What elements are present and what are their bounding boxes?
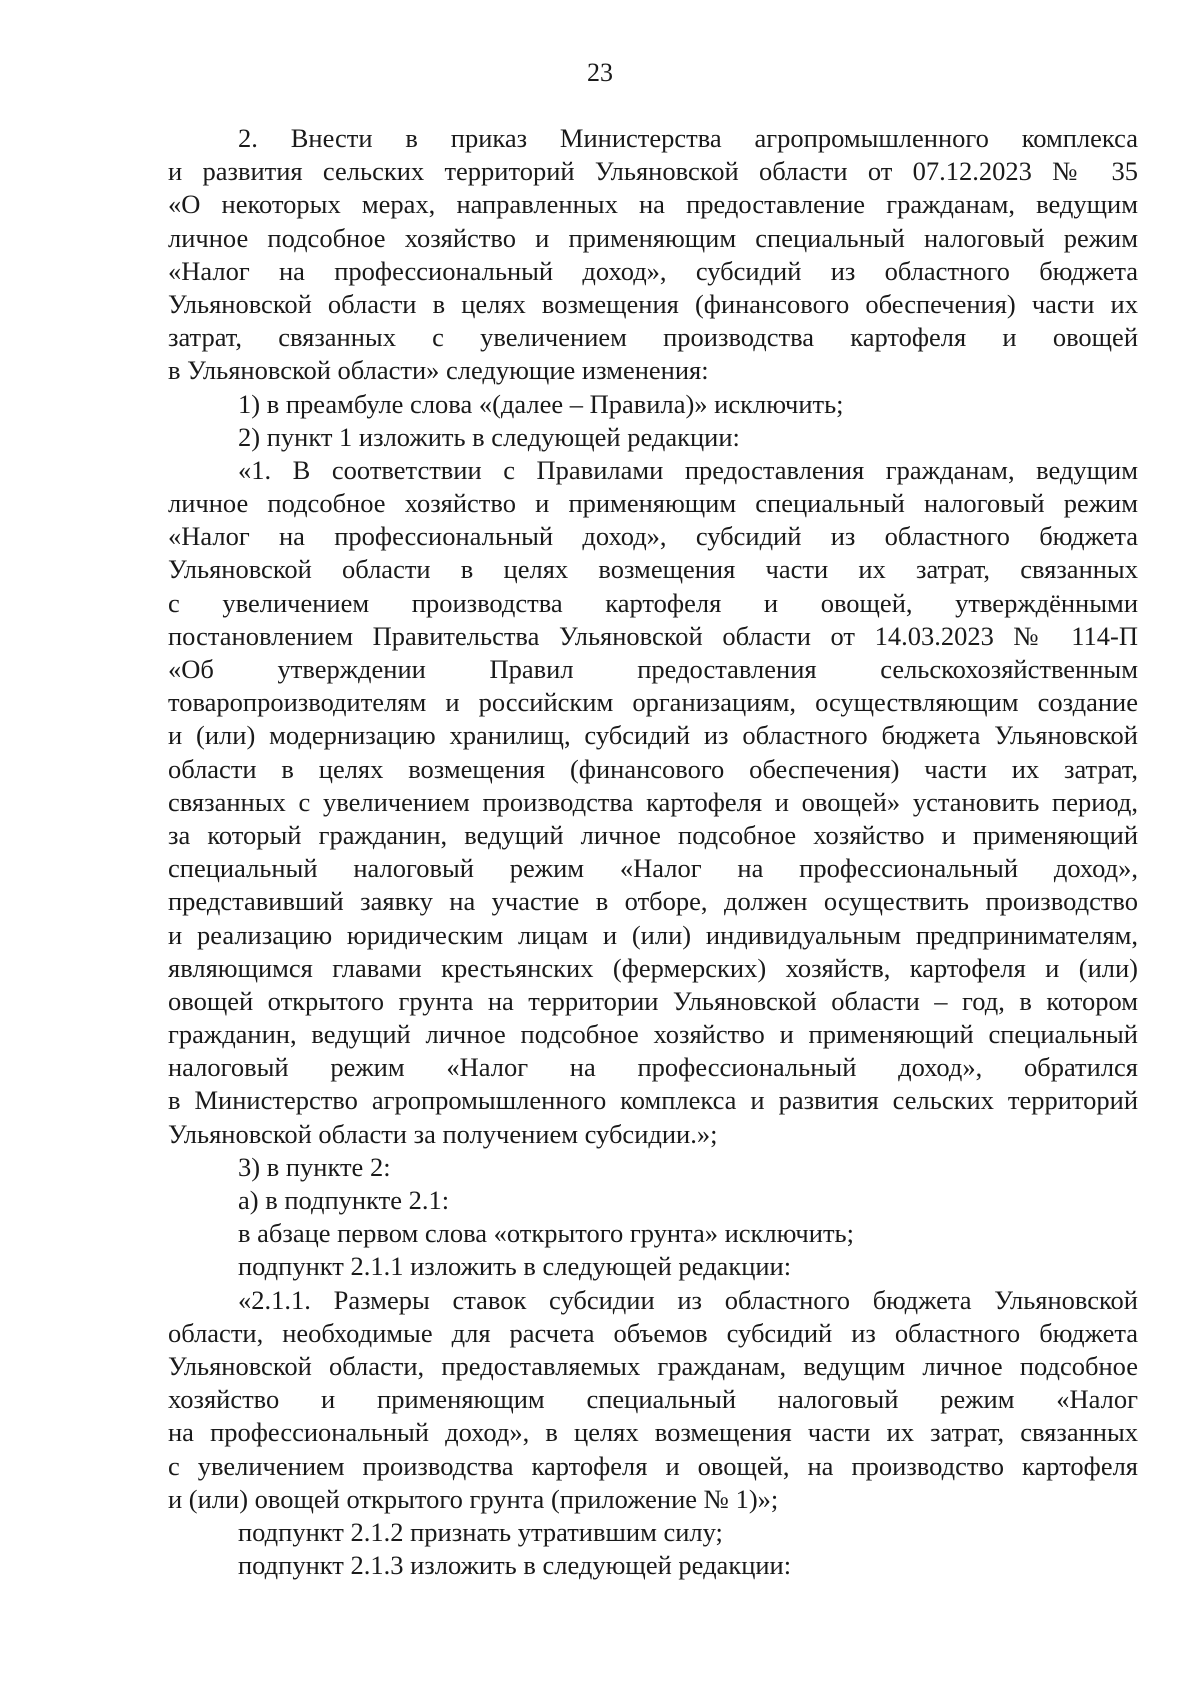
text-line: «Налог на профессиональный доход», субсидий из областного бюджета xyxy=(168,521,1138,552)
text-line: «Налог на профессиональный доход», субсидий из областного бюджета xyxy=(168,255,1138,286)
text-line: и (или) модернизацию хранилищ, субсидий из областного бюджета Ульяновской xyxy=(168,720,1138,751)
text-line: являющимся главами крестьянских (фермерских) хозяйств, картофеля и (или) xyxy=(168,952,1138,983)
text-line: Ульяновской области в целях возмещения (финансового обеспечения) части их xyxy=(168,288,1138,319)
text-line: области в целях возмещения (финансового обеспечения) части их затрат, xyxy=(168,753,1138,784)
text-line: за который гражданин, ведущий личное подсобное хозяйство и применяющий xyxy=(168,819,1138,850)
text-line: налоговый режим «Налог на профессиональный доход», обратился xyxy=(168,1052,1138,1083)
text-line: и развития сельских территорий Ульяновской области от 07.12.2023 № 35 xyxy=(168,156,1138,187)
text-line: связанных с увеличением производства картофеля и овощей» установить период, xyxy=(168,786,1138,817)
text-line: 1) в преамбуле слова «(далее – Правила)» исключить; xyxy=(238,388,844,419)
text-line: в Ульяновской области» следующие изменения: xyxy=(168,355,709,386)
text-line: постановлением Правительства Ульяновской области от 14.03.2023 № 114-П xyxy=(168,620,1138,651)
text-line: Ульяновской области в целях возмещения части их затрат, связанных xyxy=(168,554,1138,585)
text-line: а) в подпункте 2.1: xyxy=(238,1185,450,1215)
text-line: Ульяновской области за получением субсидии.»; xyxy=(168,1118,718,1149)
text-line: 3) в пункте 2: xyxy=(238,1151,391,1182)
text-line: 2. Внести в приказ Министерства агропромышленного комплекса xyxy=(238,123,1138,153)
text-line: личное подсобное хозяйство и применяющим специальный налоговый режим xyxy=(168,488,1138,519)
text-line: в Министерство агропромышленного комплекса и развития сельских территорий xyxy=(168,1085,1138,1116)
text-line: затрат, связанных с увеличением производства картофеля и овощей xyxy=(168,322,1138,353)
text-line: подпункт 2.1.1 изложить в следующей редакции: xyxy=(238,1251,792,1282)
text-line: хозяйство и применяющим специальный налоговый режим «Налог xyxy=(168,1384,1138,1415)
text-line: «1. В соответствии с Правилами предоставления гражданам, ведущим xyxy=(238,454,1138,485)
text-line: гражданин, ведущий личное подсобное хозяйство и применяющий специальный xyxy=(168,1019,1138,1050)
text-line: подпункт 2.1.2 признать утратившим силу; xyxy=(238,1516,723,1547)
text-line: области, необходимые для расчета объемов субсидий из областного бюджета xyxy=(168,1317,1138,1348)
text-line: «Об утверждении Правил предоставления сельскохозяйственным xyxy=(168,654,1138,684)
text-line: и реализацию юридическим лицам и (или) индивидуальным предпринимателям, xyxy=(168,919,1138,950)
text-line: в абзаце первом слова «открытого грунта» исключить; xyxy=(238,1218,854,1249)
text-line: «2.1.1. Размеры ставок субсидии из областного бюджета Ульяновской xyxy=(238,1284,1138,1315)
text-line: личное подсобное хозяйство и применяющим специальный налоговый режим xyxy=(168,222,1138,253)
text-line: специальный налоговый режим «Налог на профессиональный доход», xyxy=(168,853,1138,884)
text-line: Ульяновской области, предоставляемых гражданам, ведущим личное подсобное xyxy=(168,1350,1138,1381)
text-line: с увеличением производства картофеля и овощей, на производство картофеля xyxy=(168,1450,1138,1481)
text-line: и (или) овощей открытого грунта (приложение № 1)»; xyxy=(168,1483,779,1514)
text-line: представивший заявку на участие в отборе, должен осуществить производство xyxy=(168,886,1138,917)
text-line: подпункт 2.1.3 изложить в следующей редакции: xyxy=(238,1550,792,1581)
document-body xyxy=(168,122,1138,1582)
text-line: 2) пункт 1 изложить в следующей редакции: xyxy=(238,421,740,452)
text-line: товаропроизводителям и российским организациям, осуществляющим создание xyxy=(168,687,1138,718)
text-line: овощей открытого грунта на территории Ульяновской области – год, в котором xyxy=(168,985,1138,1016)
text-line: «О некоторых мерах, направленных на предоставление гражданам, ведущим xyxy=(168,189,1138,220)
text-line: на профессиональный доход», в целях возмещения части их затрат, связанных xyxy=(168,1417,1138,1448)
text-line: с увеличением производства картофеля и овощей, утверждёнными xyxy=(168,587,1138,618)
page-number: 23 xyxy=(587,58,613,87)
